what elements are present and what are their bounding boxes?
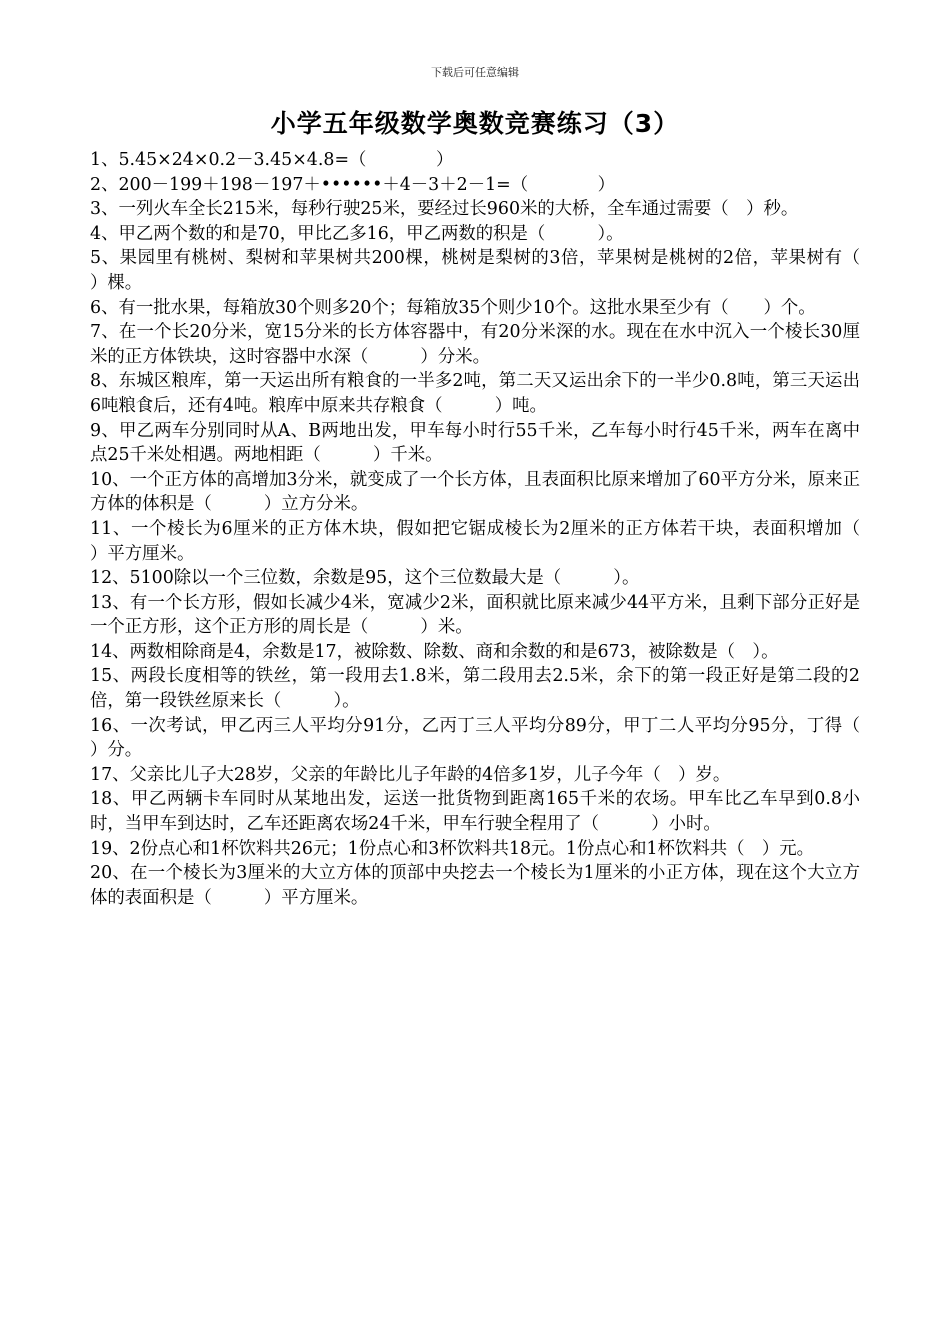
question-item: 4、甲乙两个数的和是70，甲比乙多16，甲乙两数的积是（ ）。 — [90, 223, 624, 244]
header-note: 下载后可任意编辑 — [431, 66, 519, 79]
question-item: 10、一个正方体的高增加3分米，就变成了一个长方体，且表面积比原来增加了60平方分米，原来正方体的体积是（ ）立方分米。 — [90, 469, 860, 515]
question-item: 8、东城区粮库，第一天运出所有粮食的一半多2吨，第二天又运出余下的一半少0.8吨，第三天运出6吨粮食后，还有4吨。粮库中原来共存粮食（ ）吨。 — [90, 371, 860, 416]
question-item: 1、5.45×24×0.2－3.45×4.8=（ ） — [90, 150, 454, 170]
question-item: 5、果园里有桃树、梨树和苹果树共200棵，桃树是梨树的3倍，苹果树是桃树的2倍，苹果树有（ ）棵。 — [90, 248, 913, 293]
question-item: 20、在一个棱长为3厘米的大立方体的顶部中央挖去一个棱长为1厘米的小正方体，现在这个大立方体的表面积是（ ）平方厘米。 — [90, 863, 860, 908]
page-title: 小学五年级数学奥数竞赛练习（3） — [270, 109, 680, 138]
question-list — [90, 148, 913, 910]
question-item: 12、5100除以一个三位数，余数是95，这个三位数最大是（ ）。 — [90, 568, 640, 589]
question-item: 16、一次考试，甲乙丙三人平均分91分，乙丙丁三人平均分89分，甲丁二人平均分95分，丁得（ ）分。 — [90, 715, 913, 761]
question-item: 11、一个棱长为6厘米的正方体木块，假如把它锯成棱长为2厘米的正方体若干块，表面积增加（ ）平方厘米。 — [90, 518, 913, 564]
question-item: 2、200－199＋198－197＋••••••＋4－3＋2－1=（ ） — [90, 174, 616, 195]
question-item: 19、2份点心和1杯饮料共26元；1份点心和3杯饮料共18元。1份点心和1杯饮料共（ ）元。 — [90, 838, 815, 859]
question-item: 7、在一个长20分米，宽15分米的长方体容器中，有20分米深的水。现在在水中沉入一个棱长30厘米的正方体铁块，这时容器中水深（ ）分米。 — [90, 322, 860, 367]
question-item: 17、父亲比儿子大28岁，父亲的年龄比儿子年龄的4倍多1岁，儿子今年（ ）岁。 — [90, 764, 731, 785]
question-item: 9、甲乙两车分别同时从A、B两地出发，甲车每小时行55千米，乙车每小时行45千米，两车在离中点25千米处相遇。两地相距（ ）千米。 — [90, 420, 860, 466]
question-item: 15、两段长度相等的铁丝，第一段用去1.8米，第二段用去2.5米，余下的第一段正好是第二段的2倍，第一段铁丝原来长（ ）。 — [90, 666, 860, 712]
question-item: 14、两数相除商是4，余数是17，被除数、除数、商和余数的和是673，被除数是（ ）。 — [90, 641, 779, 662]
question-item: 3、一列火车全长215米，每秒行驶25米，要经过长960米的大桥，全车通过需要（ ）秒。 — [90, 199, 799, 220]
question-item: 6、有一批水果，每箱放30个则多20个；每箱放35个则少10个。这批水果至少有（ ）个。 — [90, 297, 816, 318]
question-item: 13、有一个长方形，假如长减少4米，宽减少2米，面积就比原来减少44平方米，且剩下部分正好是一个正方形，这个正方形的周长是（ ）米。 — [90, 592, 860, 638]
question-item: 18、甲乙两辆卡车同时从某地出发，运送一批货物到距离165千米的农场。甲车比乙车早到0.8小时，当甲车到达时，乙车还距离农场24千米，甲车行驶全程用了（ ）小时。 — [90, 789, 860, 835]
